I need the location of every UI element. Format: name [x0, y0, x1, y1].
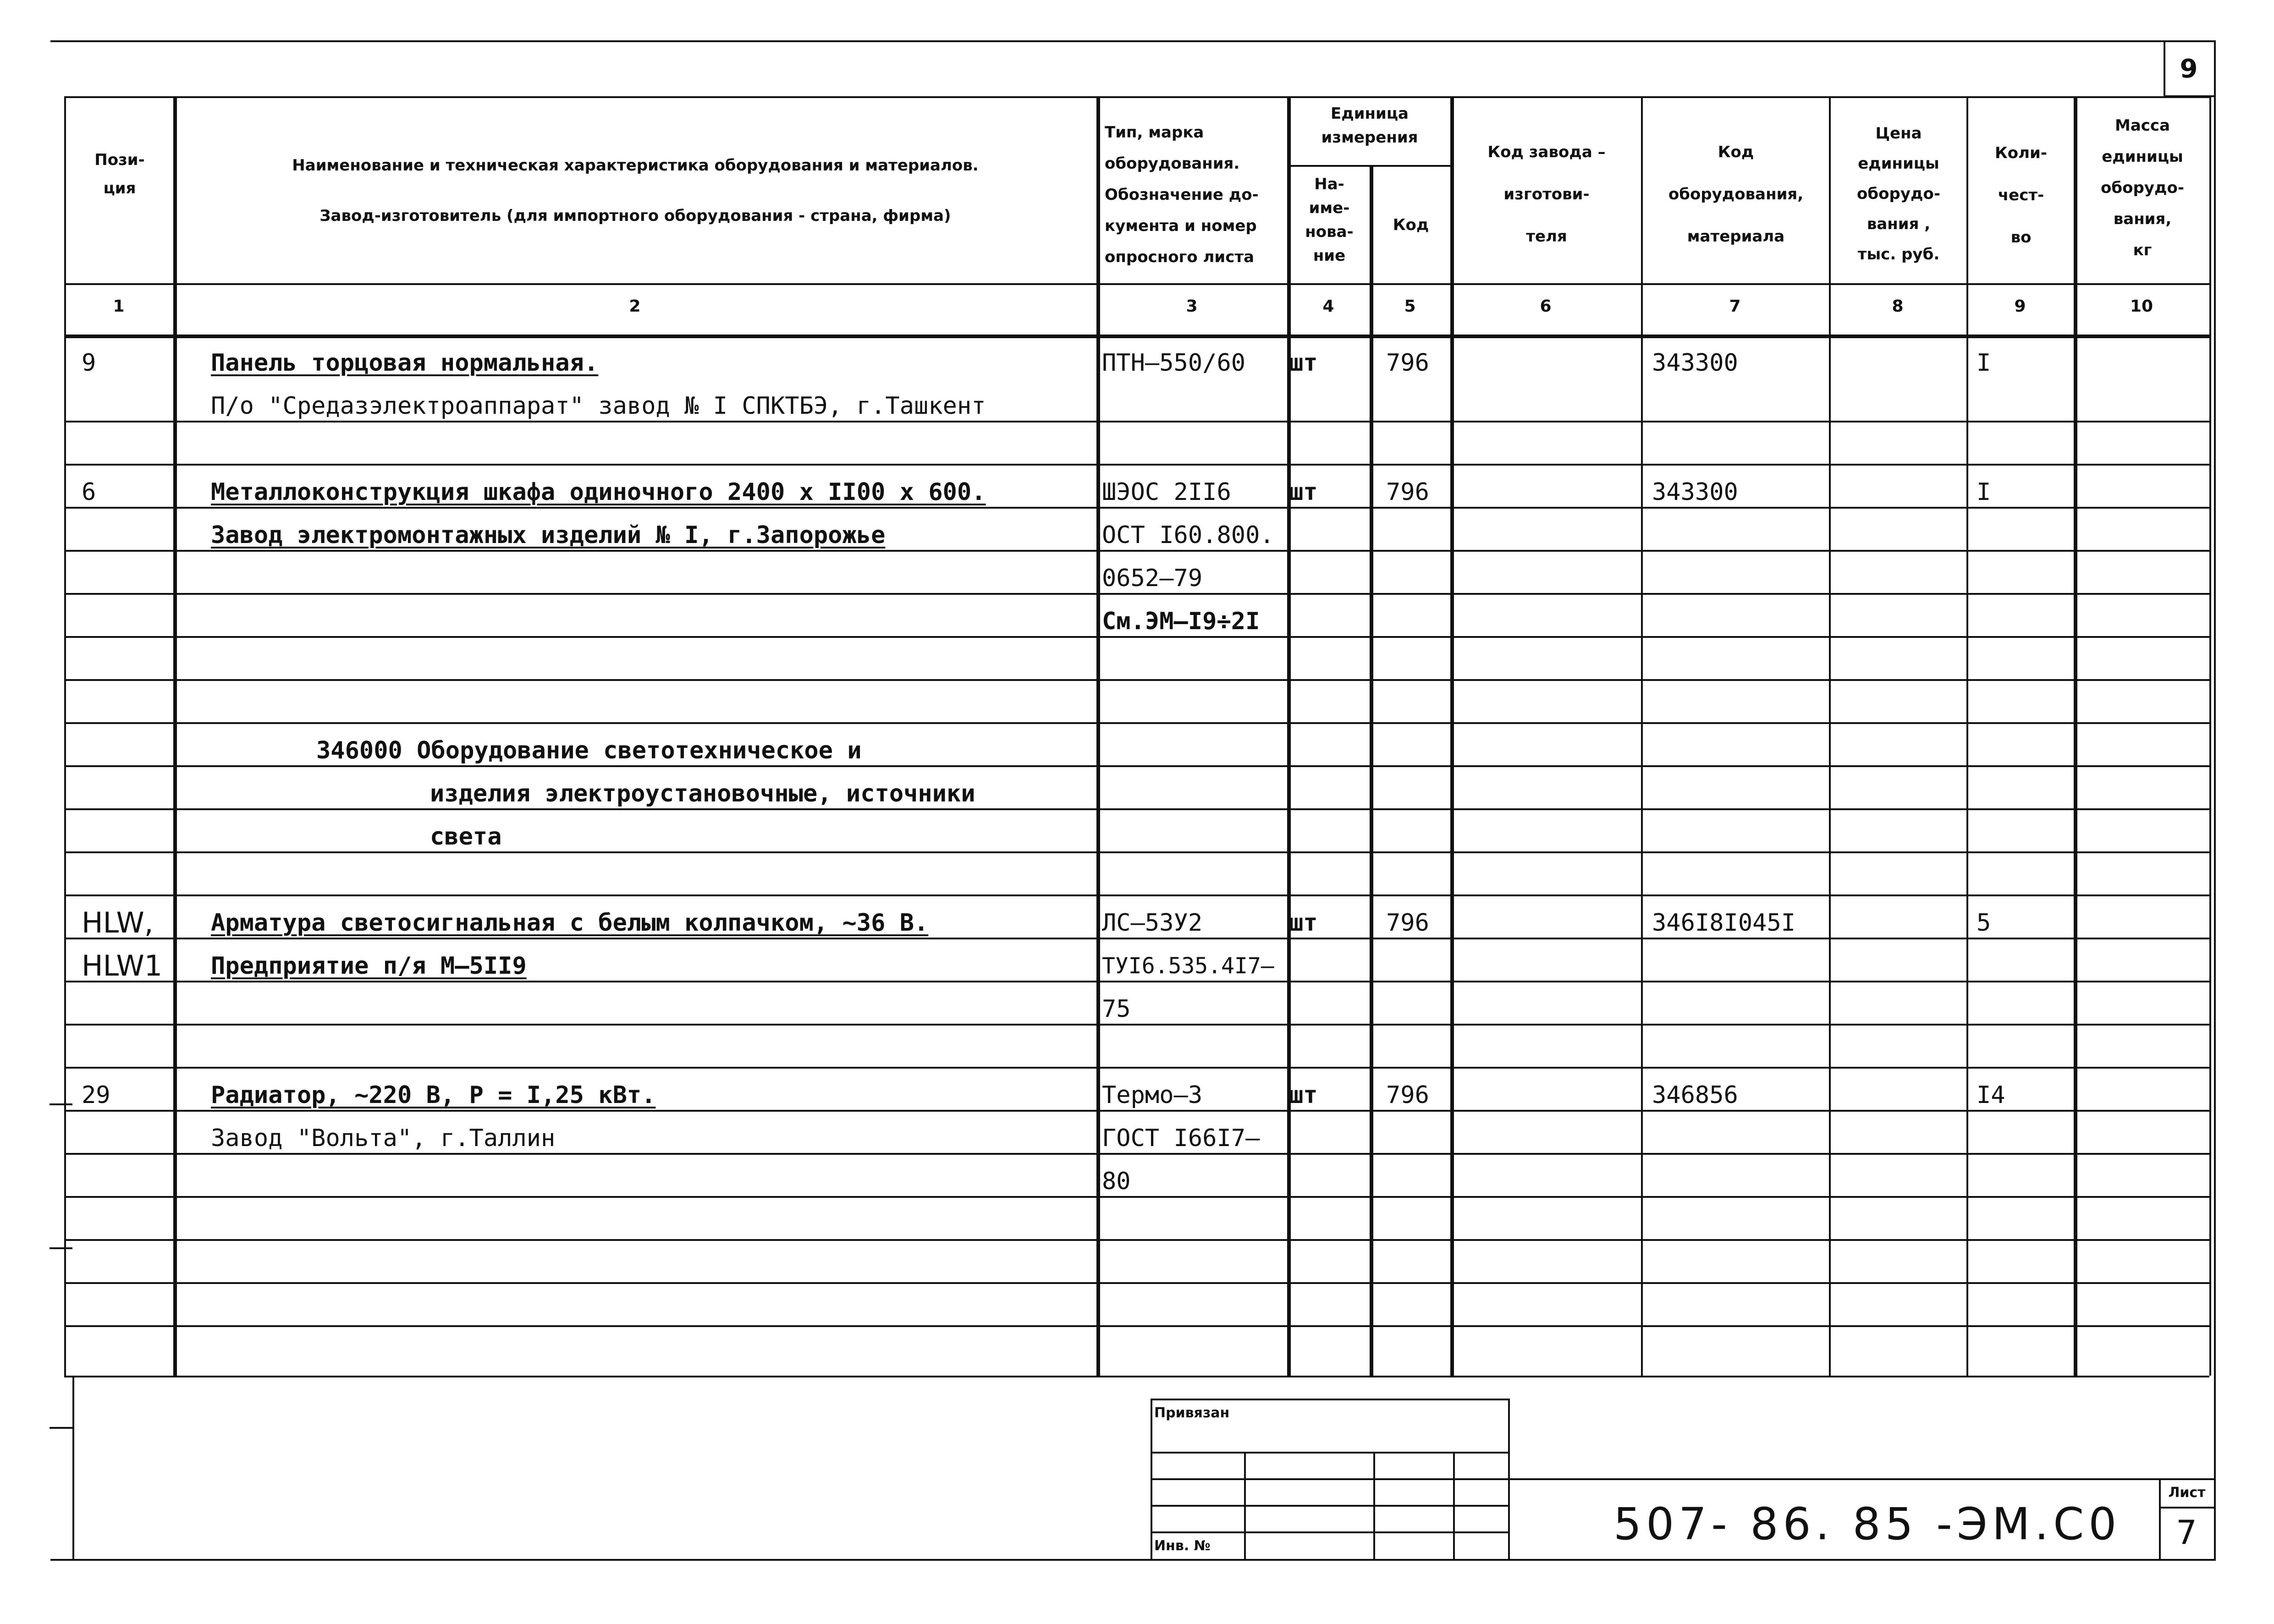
column-number: 9	[2014, 297, 2026, 316]
cell-name: Арматура светосигнальная с белым колпачком, ~36 В.	[211, 909, 929, 937]
cell-material-code: 343300	[1652, 478, 1738, 506]
row-line	[64, 851, 2209, 853]
cell-name: Предприятие п/я М–5II9	[211, 952, 527, 980]
cell-material-code: 346I8I045I	[1652, 909, 1796, 937]
col-divider	[1450, 96, 1454, 1376]
header-text: измерения	[1321, 128, 1418, 147]
header-unit-code: Код	[1393, 216, 1429, 234]
header-text: вания ,	[1867, 215, 1931, 233]
bottom-border-line	[50, 1559, 2214, 1561]
margin-tick	[50, 1427, 72, 1429]
header-text: материала	[1687, 227, 1785, 246]
cell-quantity: I	[1977, 478, 1991, 506]
header-text: На-	[1314, 175, 1344, 193]
row-line	[64, 421, 2209, 422]
cell-name: Радиатор, ~220 В, Р = I,25 кВт.	[211, 1081, 656, 1109]
stamp-line	[1151, 1399, 1508, 1400]
row-line	[64, 1024, 2209, 1026]
col-divider	[1966, 96, 1968, 1376]
header-bottom-line	[64, 283, 2209, 285]
cell-type: 75	[1102, 995, 1131, 1023]
cell-type: Термо–3	[1102, 1081, 1203, 1109]
col-divider	[1370, 165, 1373, 1376]
header-text: Тип, марка	[1105, 123, 1204, 142]
header-text: вания,	[2113, 210, 2172, 228]
row-line	[64, 507, 2209, 509]
row-line	[64, 1282, 2209, 1284]
header-text: Код	[1718, 143, 1754, 161]
stamp-inventory-label: Инв. №	[1154, 1538, 1211, 1554]
header-text: теля	[1526, 227, 1567, 246]
column-number: 5	[1404, 297, 1416, 316]
row-line	[64, 808, 2209, 810]
column-number: 7	[1729, 297, 1741, 316]
table-right-line	[2209, 96, 2211, 1376]
col-divider	[1287, 96, 1291, 1376]
section-heading: света	[430, 823, 502, 850]
cell-unit-code: 796	[1386, 349, 1429, 377]
cell-name: Панель торцовая нормальная.	[211, 349, 599, 377]
row-line	[64, 1067, 2209, 1069]
column-number: 8	[1892, 297, 1904, 316]
col-divider	[1096, 96, 1100, 1376]
table-bottom-line	[64, 1376, 2209, 1377]
header-text: име-	[1309, 199, 1350, 217]
cell-name: Металлоконструкция шкафа одиночного 2400 x II00 x 600.	[211, 478, 986, 506]
header-text: единицы	[1858, 154, 1939, 173]
cell-material-code: 346856	[1652, 1081, 1738, 1109]
cell-name: П/о "Средазэлектроаппарат" завод № I СПКТБЭ, г.Ташкент	[211, 392, 986, 420]
cell-quantity: I4	[1977, 1081, 2005, 1109]
frame-inner-left	[72, 1376, 74, 1559]
row-line	[64, 1196, 2209, 1198]
header-text: изготови-	[1503, 185, 1590, 203]
header-text: единицы	[2102, 148, 2183, 166]
col-divider	[1641, 96, 1643, 1376]
column-number: 10	[2130, 297, 2153, 316]
header-text: Пози-	[94, 151, 145, 169]
header-plant-code	[1452, 131, 1641, 258]
header-text: опросного листа	[1105, 248, 1255, 266]
cell-unit: шт	[1289, 478, 1318, 506]
row-line	[64, 1325, 2209, 1327]
sheet-label: Лист	[2168, 1485, 2206, 1501]
row-line	[64, 593, 2209, 595]
header-quantity	[1968, 132, 2074, 258]
row-line	[64, 1110, 2209, 1112]
header-text: нова-	[1305, 223, 1354, 241]
right-border-line	[2214, 40, 2216, 1561]
row-line	[64, 550, 2209, 552]
header-mass	[2076, 110, 2209, 266]
stamp-line	[1244, 1452, 1246, 1559]
cell-unit: шт	[1289, 349, 1318, 377]
row-line	[64, 981, 2209, 982]
column-number: 6	[1540, 297, 1552, 316]
cell-type: ТУI6.535.4I7–	[1102, 953, 1274, 979]
cell-type: 0652–79	[1102, 565, 1203, 592]
stamp-line	[1453, 1452, 1455, 1559]
header-type	[1105, 117, 1286, 273]
cell-unit-code: 796	[1386, 909, 1429, 937]
header-text: ние	[1313, 247, 1346, 265]
header-text: Единица	[1331, 104, 1409, 123]
header-unit-group	[1289, 102, 1450, 149]
cell-position: HLW,	[82, 906, 154, 939]
header-text: оборудо-	[2101, 179, 2184, 197]
row-line	[64, 1153, 2209, 1155]
header-material-code	[1643, 131, 1829, 258]
header-text: Коли-	[1995, 144, 2047, 162]
cell-position: HLW1	[82, 949, 163, 982]
row-line	[64, 1239, 2209, 1241]
row-line	[64, 938, 2209, 939]
header-text: кумента и номер	[1105, 217, 1257, 235]
header-text: Цена	[1875, 124, 1922, 143]
cell-position: 29	[82, 1081, 110, 1109]
column-number: 4	[1322, 297, 1334, 316]
row-line	[64, 464, 2209, 466]
header-unit-name	[1289, 172, 1370, 268]
cell-unit-code: 796	[1386, 1081, 1429, 1109]
doc-code-line	[1508, 1478, 2214, 1480]
cell-type: ЛС–53У2	[1102, 909, 1203, 937]
header-name	[174, 140, 1096, 241]
cell-name: Завод электромонтажных изделий № I, г.Запорожье	[211, 521, 886, 549]
section-heading: 346000 Оборудование светотехническое и	[316, 737, 862, 764]
stamp-attached-label: Привязан	[1154, 1405, 1230, 1421]
cell-unit: шт	[1289, 1081, 1318, 1109]
cell-unit-code: 796	[1386, 478, 1429, 506]
header-text: Обозначение до-	[1105, 186, 1259, 204]
cell-type: ОСТ I60.800.	[1102, 521, 1274, 549]
table-left-line	[64, 96, 66, 1376]
header-position	[66, 146, 173, 203]
header-text: оборудования.	[1105, 154, 1240, 173]
header-text: во	[2010, 228, 2032, 247]
header-text: Масса	[2114, 116, 2170, 135]
document-code: 507- 86. 85 -ЭМ.С0	[1613, 1498, 2121, 1550]
cell-position: 9	[82, 349, 96, 377]
header-text: Завод-изготовитель (для импортного оборудования - страна, фирма)	[319, 207, 951, 225]
header-text: тыс. руб.	[1857, 245, 1940, 263]
section-heading: изделия электроустановочные, источники	[430, 780, 975, 807]
cell-unit: шт	[1289, 909, 1318, 937]
header-text: оборудования,	[1668, 185, 1804, 203]
cell-type: ПТН–550/60	[1102, 349, 1246, 377]
page-number-top: 9	[2180, 54, 2198, 84]
cell-material-code: 343300	[1652, 349, 1738, 377]
row-line	[64, 636, 2209, 638]
cell-type: См.ЭМ–I9÷2I	[1102, 608, 1260, 635]
column-number: 1	[113, 297, 125, 316]
row-line	[64, 722, 2209, 724]
cell-type: 80	[1102, 1168, 1131, 1195]
stamp-line	[1373, 1452, 1375, 1559]
row-line	[64, 765, 2209, 767]
header-text: оборудо-	[1857, 185, 1940, 203]
column-number-line	[64, 335, 2209, 338]
row-line	[64, 679, 2209, 681]
table-top-line	[64, 96, 2209, 98]
cell-name: Завод "Вольта", г.Таллин	[211, 1125, 556, 1152]
stamp-line	[1151, 1399, 1152, 1559]
cell-type: ШЭОС 2II6	[1102, 478, 1231, 506]
cell-quantity: 5	[1977, 909, 1991, 937]
margin-tick	[50, 1103, 72, 1105]
cell-quantity: I	[1977, 349, 1991, 377]
header-price	[1831, 118, 1966, 269]
header-text: Наименование и техническая характеристика оборудования и материалов.	[292, 156, 979, 175]
column-number: 2	[629, 297, 641, 316]
header-text: ция	[103, 179, 136, 198]
top-border-line	[50, 40, 2214, 42]
col-divider	[173, 96, 177, 1376]
header-text: чест-	[1998, 186, 2044, 204]
header-text: Код завода –	[1487, 143, 1606, 161]
col-divider	[2074, 96, 2077, 1376]
sheet-number: 7	[2176, 1513, 2197, 1552]
column-number: 3	[1186, 297, 1198, 316]
row-line	[64, 894, 2209, 896]
col-divider	[1829, 96, 1831, 1376]
cell-position: 6	[82, 478, 96, 506]
sheet-box-line	[2159, 1507, 2214, 1509]
cell-type: ГОСТ I66I7–	[1102, 1125, 1260, 1152]
unit-group-line	[1287, 165, 1450, 167]
header-text: кг	[2133, 241, 2152, 259]
margin-tick	[50, 1247, 72, 1249]
